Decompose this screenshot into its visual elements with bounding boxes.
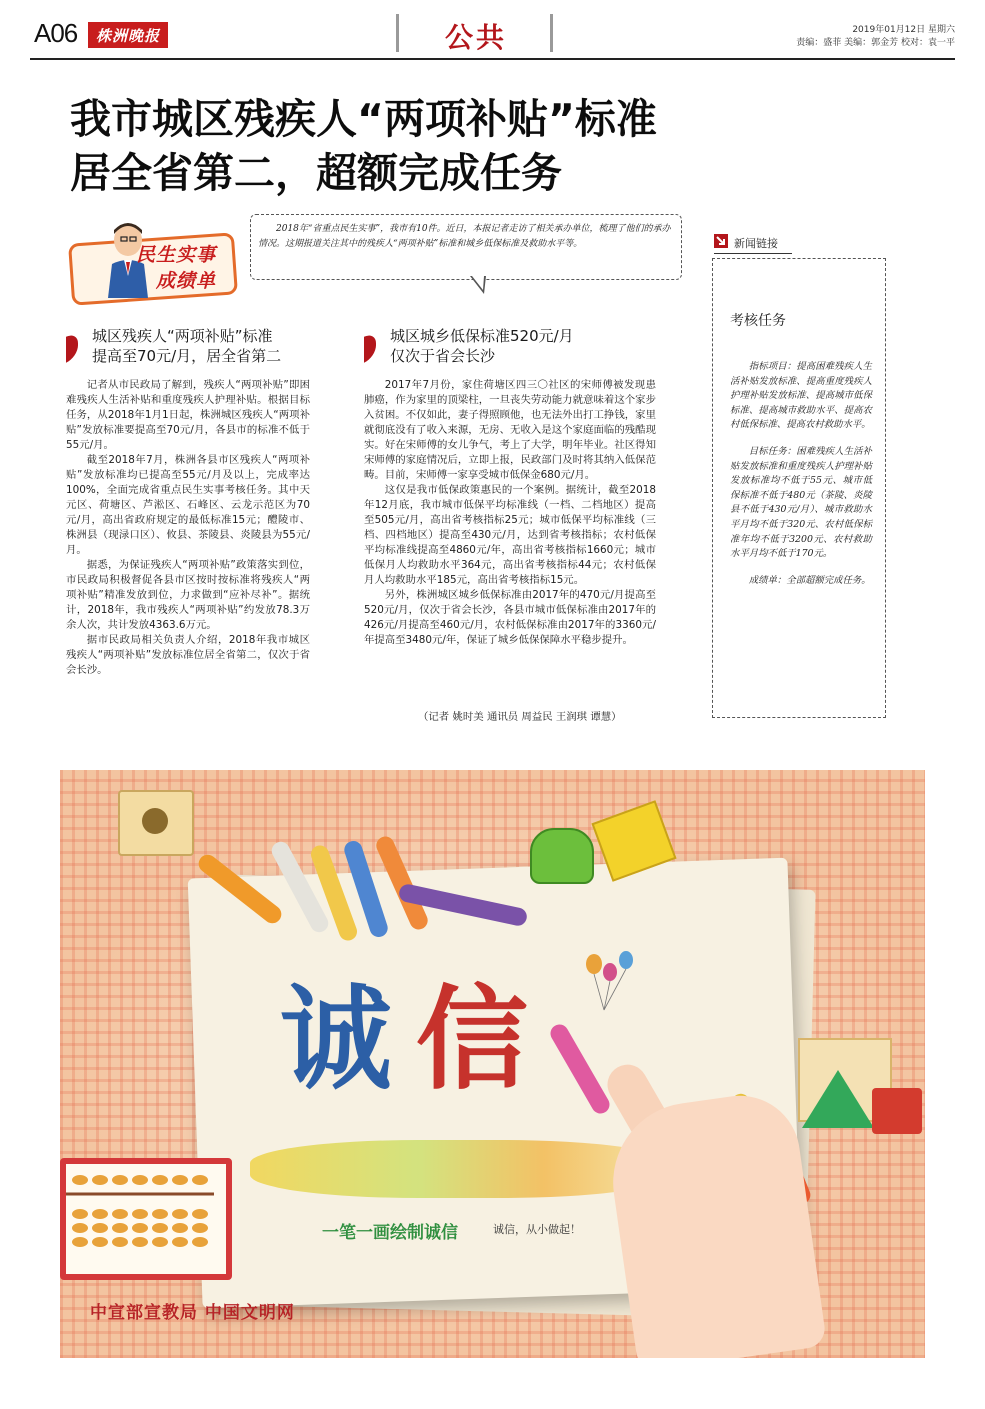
poster-slogan-sub: 诚信，从小做起！ (493, 1223, 581, 1236)
article2-paragraph: 另外，株洲城区城乡低保标准由2017年的470元/月提高至520元/月，仅次于省会长沙，各县市城市低保标准由2017年的426元/月提高至460元/月，农村低保标准由2017年的3360元/年提高至3480元/年，保证了城乡低保保障水平稳步提升。 (364, 589, 656, 646)
poster-slogan: 一笔一画绘制诚信 (322, 1223, 458, 1243)
wooden-block-icon (118, 790, 194, 856)
section-title: 公共 (445, 21, 508, 54)
header-rule (30, 58, 955, 60)
poster-credit: 中宣部宣教局 中国文明网 (90, 1303, 295, 1323)
article2-paragraph: 这仅是我市低保政策惠民的一个案例。据统计，截至2018年12月底，我市城市低保平均标准线（一档、二档地区）提高至505元/月，高出省考核指标25元；城市低保平均标准线（三档、四档地区）提高至430元/月，达到省考核指标；农村低保平均标准线提高至4860元/年，高出省考核指标1660元；城市低保月人均救助水平364元，高出省考核指标44元；农村低保月人均救助水平185元，高出省考核指标15元。 (364, 484, 656, 586)
headline (70, 92, 770, 200)
subhead-marker (364, 331, 376, 363)
poster-character-1: 诚 (280, 975, 416, 1105)
sidebar-paragraph: 目标任务：困难残疾人生活补贴发放标准和重度残疾人护理补贴发放标准均不低于55元、城市低保标准不低于480元（茶陵、炎陵县不低于430元/月）、城市救助水平月均不低于320元、农村低保标准年均不低于3200元、农村救助水平月均不低于170元。 (730, 445, 872, 560)
article1-paragraph: 据市民政局相关负责人介绍，2018年我市城区残疾人“两项补贴”发放标准位居全省第二，仅次于省会长沙。 (66, 634, 310, 676)
article1-subhead-line-1: 城区残疾人“两项补贴”标准 (92, 327, 273, 345)
sidebar-title: 考核任务 (730, 313, 786, 329)
page-number: A06 (34, 18, 78, 48)
sidebar-paragraph: 成绩单：全部超额完成任务。 (748, 574, 871, 586)
green-triangle-block-icon (802, 1070, 874, 1128)
red-block-icon (872, 1088, 922, 1134)
badge-title-2: 成绩单 (156, 270, 217, 292)
article2-subhead (390, 326, 574, 366)
article1-body (66, 378, 310, 678)
article1-subhead (92, 326, 281, 366)
article1-paragraph: 据悉，为保证残疾人“两项补贴”政策落实到位，市民政局积极督促各县市区按时按标准将残疾人“两项补贴”精准发放到位，力求做到“应补尽补”。据统计，2018年，我市残疾人“两项补贴”约发放78.3万余人次，共计发放4363.6万元。 (66, 559, 310, 631)
sidebar-body (730, 360, 872, 600)
article2-subhead-line-2: 仅次于省会长沙 (390, 347, 496, 365)
poster-landscape (250, 1140, 670, 1198)
abacus-icon (60, 1158, 232, 1280)
sidebar-label: 新闻链接 (734, 237, 778, 250)
header-meta (796, 24, 955, 50)
block-hole (142, 808, 168, 834)
header-divider (550, 14, 553, 52)
intro-text: 2018年“省重点民生实事”，我市有10件。近日，本报记者走访了相关承办单位，梳理了他们的承办情况。这期报道关注其中的残疾人“两项补贴”标准和城乡低保标准及救助水平等。 (258, 224, 671, 249)
public-service-poster (60, 770, 925, 1358)
editors-line: 责编：盛菲 美编：郭金芳 校对：袁一平 (796, 38, 955, 48)
article1-paragraph: 截至2018年7月，株洲各县市区残疾人“两项补贴”发放标准均已提高至55元/月及以上，完成率达100%，全面完成省重点民生实事考核任务。其中天元区、荷塘区、芦淞区、石峰区、云龙示范区为70元/月，高出省政府规定的最低标准15元；醴陵市、株洲县（现渌口区）、攸县、茶陵县、炎陵县为55元/月。 (66, 454, 310, 556)
balloons-icon (580, 950, 640, 1020)
child-hand-icon (603, 1088, 827, 1358)
poster-character-2: 信 (416, 975, 552, 1105)
headline-line-2: 居全省第二，超额完成任务 (70, 149, 562, 197)
date-line: 2019年01月12日 星期六 (852, 25, 955, 35)
article2-subhead-line-1: 城区城乡低保标准520元/月 (390, 327, 574, 345)
article2-paragraph: 2017年7月份，家住荷塘区四三〇社区的宋师傅被发现患肺癌，作为家里的顶梁柱，一旦丧失劳动能力就意味着这个家步入贫困。不仅如此，妻子得照顾他，也无法外出打工挣钱，家里就彻底没有了收入来源，无房、无收入是这个家庭面临的残酷现实。好在宋师傅的女儿争气，考上了大学，明年毕业。社区得知宋师傅的家庭情况后，立即上报，民政部门及时将其纳入低保范畴。目前，宋师傅一家享受城市低保金680元/月。 (364, 379, 656, 481)
poster-big-word (280, 950, 552, 1111)
sidebar-paragraph: 指标项目：提高困难残疾人生活补贴发放标准、提高重度残疾人护理补贴发放标准、提高城市低保标准、提高城市救助水平、提高农村低保标准、提高农村救助水平。 (730, 361, 872, 431)
headline-line-1: 我市城区残疾人“两项补贴”标准 (70, 95, 657, 143)
sidebar-label-underline (714, 253, 792, 254)
article2-byline: （记者 姚时美 通讯员 周益民 王润琪 谭慧） (418, 711, 622, 723)
header-divider (396, 14, 399, 52)
article1-subhead-line-2: 提高至70元/月，居全省第二 (92, 347, 282, 365)
masthead-logo: 株洲晚报 (88, 22, 168, 48)
column-badge (70, 220, 250, 300)
intro-bubble-tail-fill (472, 276, 484, 290)
abacus-beads (66, 1164, 214, 1262)
subhead-marker (66, 331, 78, 363)
badge-title-1: 民生实事 (136, 244, 217, 266)
green-block-icon (530, 828, 594, 884)
article2-body (364, 378, 656, 648)
article1-paragraph: 记者从市民政局了解到，残疾人“两项补贴”即困难残疾人生活补贴和重度残疾人护理补贴。根据目标任务，从2018年1月1日起，株洲城区残疾人“两项补贴”发放标准要提高至70元/月，各县市的标准不低于55元/月。 (66, 379, 310, 451)
arrow-down-right-icon (714, 234, 728, 248)
